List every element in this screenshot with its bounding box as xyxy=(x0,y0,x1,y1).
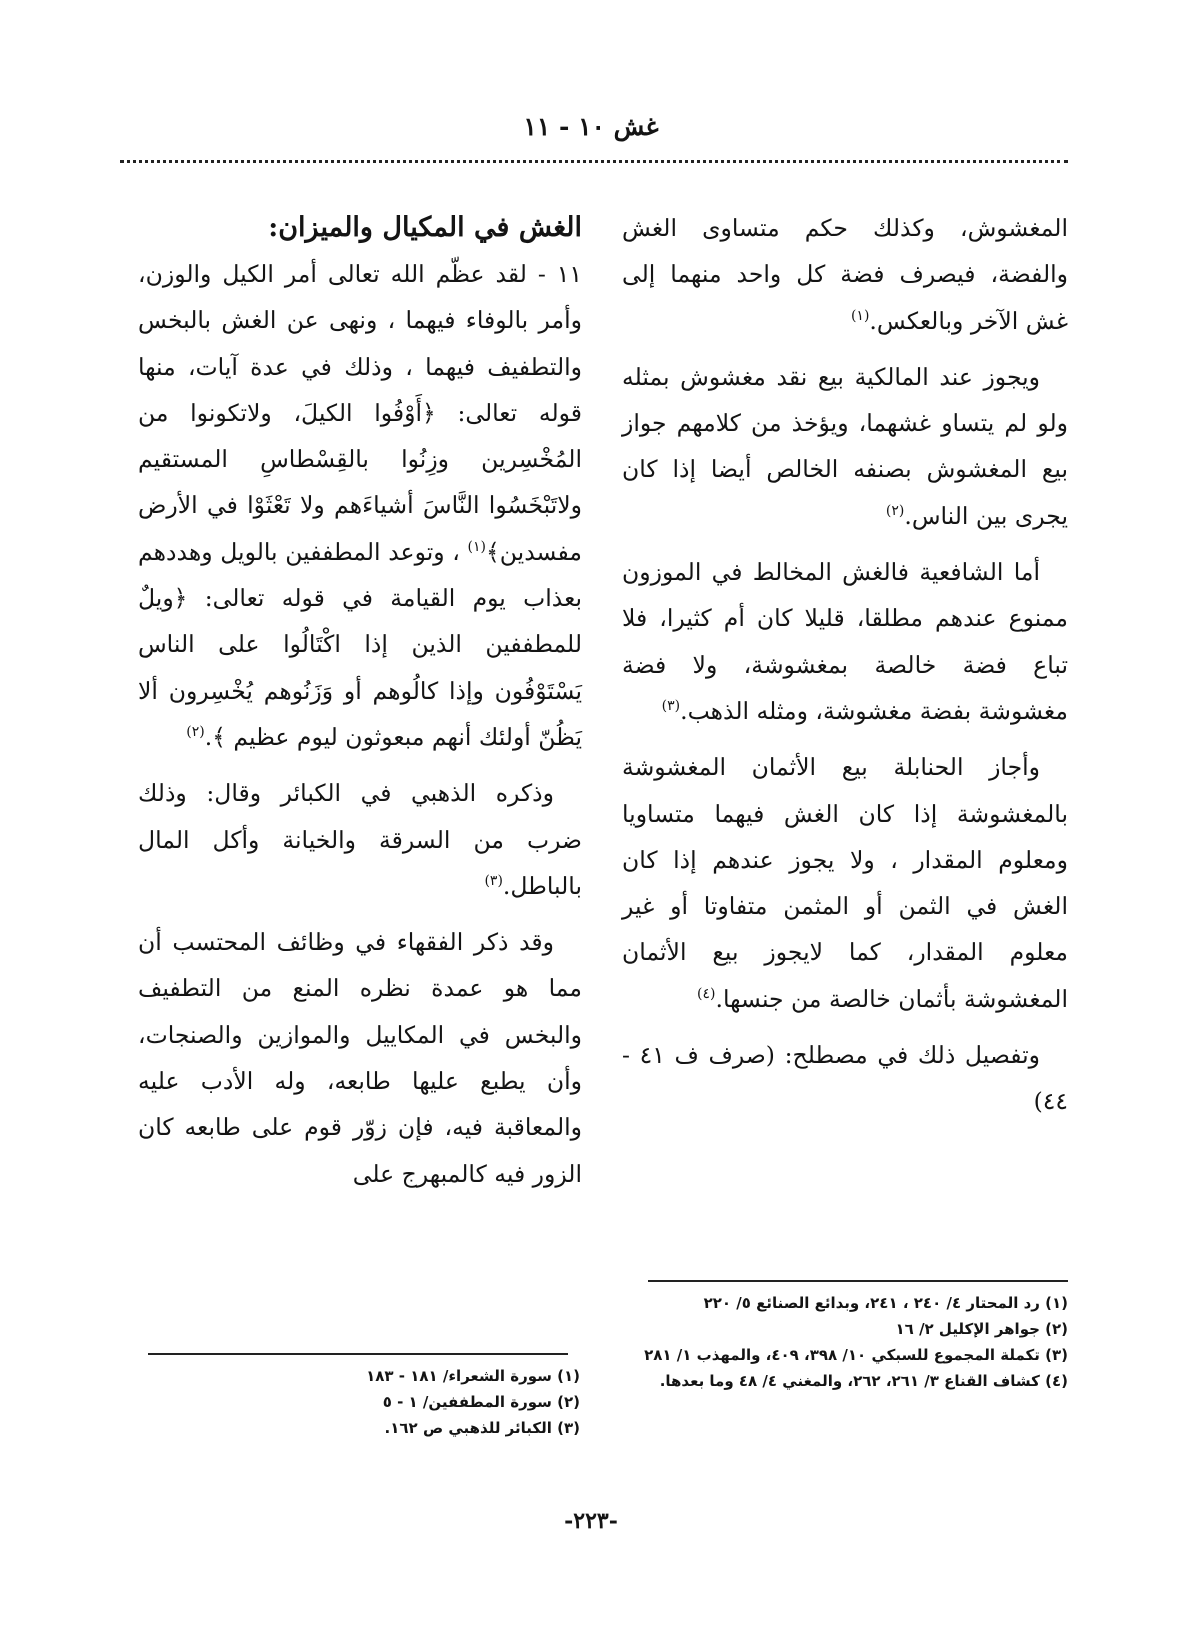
right-paragraph-2-text: ويجوز عند المالكية بيع نقد مغشوش بمثله ولو لم يتساو غشهما، ويؤخذ من كلامهم جواز بيع المغشوش بصنفه الخالص أيضا إذا كان يجرى بين الناس. xyxy=(622,362,1068,530)
footnote-item: (١) رد المحتار ٤/ ٢٤٠ ، ٢٤١، وبدائع الصنائع ٥/ ٢٢٠ xyxy=(703,1294,1068,1312)
footnote-ref: (١) xyxy=(467,538,486,555)
right-paragraph-4-text: وأجاز الحنابلة بيع الأثمان المغشوشة بالمغشوشة إذا كان الغش فيهما متساويا ومعلوم المقدار ، ولا يجوز عندهم إذا كان الغش في الثمن أو المثمن متفاوتا أو غير معلوم المقدار، كما لايجوز بيع الأثمان المغشوشة بأثمان خالصة من جنسها. xyxy=(622,753,1068,1013)
left-column xyxy=(138,205,582,1207)
footnote-item: (٤) كشاف القناع ٣/ ٢٦١، ٢٦٢، والمغني ٤/ ٤٨ وما بعدها. xyxy=(659,1372,1068,1390)
footnote-item: (٢) جواهر الإكليل ٢/ ١٦ xyxy=(895,1320,1068,1338)
footnote-ref: (٢) xyxy=(186,724,205,741)
page-number: -٢٢٣- xyxy=(564,1508,618,1534)
footnote-item: (٣) الكبائر للذهبي ص ١٦٢. xyxy=(384,1419,580,1437)
footnote-ref: (٤) xyxy=(697,985,716,1002)
header-dotted-rule xyxy=(120,160,1068,163)
footnote-ref: (٣) xyxy=(661,698,681,715)
right-paragraph-3-text: أما الشافعية فالغش المخالط في الموزون ممنوع عندهم مطلقا، قليلا كان أم كثيرا، فلا تباع فضة خالصة بمغشوشة، ولا فضة مغشوشة بفضة مغشوشة، ومثله الذهب. xyxy=(622,558,1068,725)
right-paragraph-5: وتفصيل ذلك في مصطلح: (صرف ف ٤١ - ٤٤) xyxy=(622,1041,1068,1116)
right-paragraph-2 xyxy=(622,354,1068,539)
right-paragraph-1 xyxy=(622,205,1068,344)
left-footnotes xyxy=(150,1363,580,1441)
left-paragraph-1 xyxy=(138,251,582,760)
right-footnote-rule xyxy=(648,1280,1068,1282)
left-paragraph-1-continuation: ، وتوعد المطففين بالويل وهددهم بعذاب يوم القيامة في قوله تعالى: ﴿ويلٌ للمطففين الذين إذا اكْتَالُوا على الناس يَسْتَوْفُون وإذا كالُوهم أو وَزَنُوهم يُخْسِرون ألا يَظُنّ أولئك أنهم مبعوثون ليوم عظيم ﴾. xyxy=(138,537,582,751)
running-header: غش ١٠ - ١١ xyxy=(523,112,659,141)
footnote-item: (٢) سورة المطففين/ ١ - ٥ xyxy=(382,1393,580,1411)
footnote-ref: (٢) xyxy=(885,502,905,519)
left-paragraph-1-text: ١١ - لقد عظّم الله تعالى أمر الكيل والوزن، وأمر بالوفاء فيهما ، ونهى عن الغش بالبخس والتطفيف فيهما ، وذلك في عدة آيات، منها قوله تعالى: ﴿أَوْفُوا الكيلَ، ولاتكونوا من المُخْسِرين وزِنُوا بالقِسْطاسِ المستقيم ولاتَبْخَسُوا النَّاسَ أشياءَهم ولا تَعْثَوْا في الأرض مفسدين﴾ xyxy=(138,260,582,566)
left-paragraph-3: وقد ذكر الفقهاء في وظائف المحتسب أن مما هو عمدة نظره المنع من التطفيف والبخس في المكاييل والموازين والصنجات، وأن يطبع عليها طابعه، وله الأدب عليه والمعاقبة فيه، فإن زوّر قوم على طابعه كان الزور فيه كالمبهرج على xyxy=(138,928,582,1188)
footnote-item: (٣) تكملة المجموع للسبكي ١٠/ ٣٩٨، ٤٠٩، والمهذب ١/ ٢٨١ xyxy=(644,1346,1068,1364)
right-paragraph-3 xyxy=(622,549,1068,734)
left-footnote-rule xyxy=(148,1353,568,1355)
left-paragraph-2-text: وذكره الذهبي في الكبائر وقال: وذلك ضرب من السرقة والخيانة وأكل المال بالباطل. xyxy=(138,779,582,900)
footnote-ref: (٣) xyxy=(484,873,503,890)
left-paragraph-2 xyxy=(138,770,582,909)
footnote-ref: (١) xyxy=(850,307,870,324)
section-heading: الغش في المكيال والميزان: xyxy=(268,212,582,243)
footnote-item: (١) سورة الشعراء/ ١٨١ - ١٨٣ xyxy=(366,1367,580,1385)
right-footnotes xyxy=(640,1290,1068,1394)
right-paragraph-4 xyxy=(622,744,1068,1022)
right-paragraph-1-text: المغشوش، وكذلك حكم متساوى الغش والفضة، فيصرف فضة كل واحد منهما إلى غش الآخر وبالعكس. xyxy=(622,214,1068,335)
right-column xyxy=(622,205,1068,1135)
